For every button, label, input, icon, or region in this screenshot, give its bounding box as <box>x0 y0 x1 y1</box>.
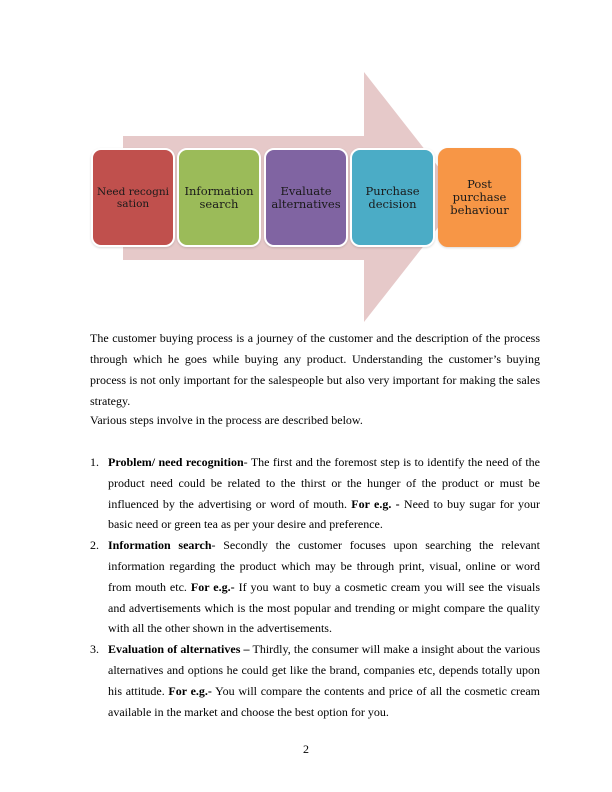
item-heading: Problem/ need recognition <box>108 455 244 469</box>
item-eg-text: You will compare the contents and price of all the cosmetic cream available in the market and choose the best option for you. <box>108 683 540 719</box>
list-item <box>90 452 540 535</box>
steps-intro: Various steps involve in the process are described below. <box>90 413 363 427</box>
item-eg-label: For e.g.- <box>190 579 235 594</box>
step-purchase-decision: Purchase decision <box>350 148 435 247</box>
step-post-purchase-behaviour: Post purchase behaviour <box>438 148 521 247</box>
step-information-search: Information search <box>177 148 261 247</box>
item-number: 1. <box>90 455 99 469</box>
item-eg-label: For e.g. - <box>351 496 400 511</box>
intro-paragraph: The customer buying process is a journey of the customer and the description of the process through which he goes while buying any product. Understanding the customer’s buying process is not only important for the salespeople but also very important for making the sales strategy. <box>90 331 540 408</box>
item-heading: Evaluation of alternatives – <box>108 642 250 657</box>
list-item <box>90 535 540 639</box>
item-eg-text: Need to buy sugar for your basic need or green tea as per your desire and preference. <box>108 496 540 532</box>
item-text: - Secondly the customer focuses upon searching the relevant information regarding the product which may be through print, visual, online or word from mouth etc. <box>108 538 540 594</box>
item-number: 2. <box>90 538 99 553</box>
buying-process-diagram <box>0 0 612 330</box>
step-evaluate-alternatives: Evaluate alternatives <box>264 148 348 247</box>
item-eg-text: If you want to buy a cosmetic cream you will see the visuals and advertisements which is the most popular and trending or might compare the quality with all the other shown in the advertisements. <box>108 579 541 636</box>
list-item <box>90 639 540 722</box>
page-number: 2 <box>303 742 309 756</box>
item-text: Thirdly, the consumer will make a insight about the various alternatives and options he could get like the brand, companies etc, depends totally upon his attitude. <box>108 642 540 698</box>
item-text: - The first and the foremost step is to identify the need of the product need could be related to the thirst or the hunger of the product or must be influenced by the advertising or word of mouth. <box>108 455 540 511</box>
item-heading: Information search <box>108 538 212 553</box>
steps-list <box>90 452 540 722</box>
item-number: 3. <box>90 642 99 657</box>
step-need-recognition: Need recognisation <box>91 148 175 247</box>
item-eg-label: For e.g.- <box>168 683 212 698</box>
